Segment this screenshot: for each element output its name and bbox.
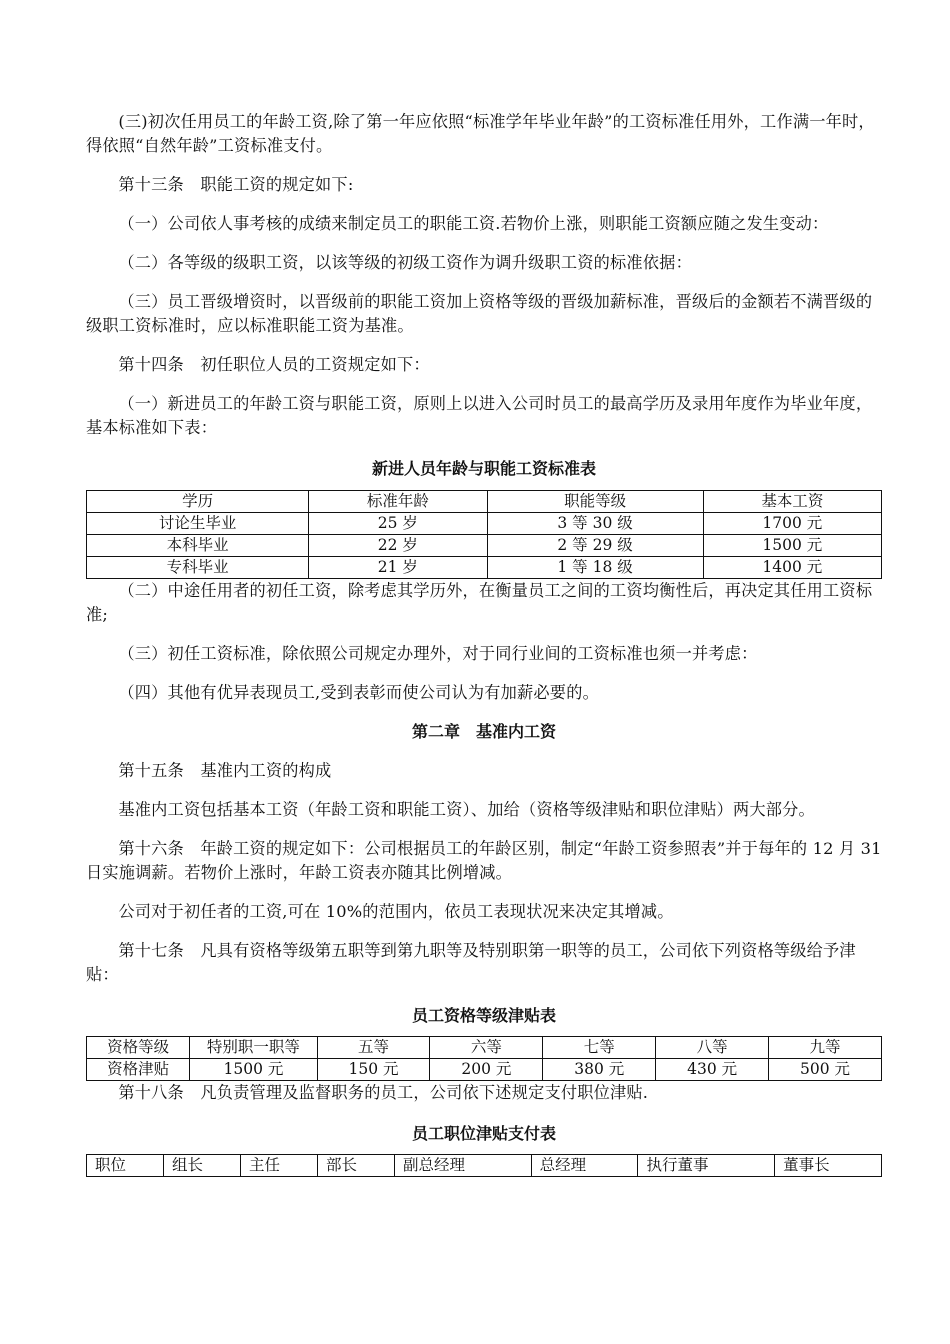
- table-header-row: [87, 1155, 882, 1177]
- table-cell: 1500 元: [703, 535, 881, 557]
- table-cell: 21 岁: [309, 557, 487, 579]
- table-header-cell: 九等: [769, 1037, 882, 1059]
- table-header-cell: 资格等级: [87, 1037, 190, 1059]
- starting-salary-table: [86, 490, 882, 579]
- table-title: 新进人员年龄与职能工资标准表: [371, 459, 596, 478]
- table-header-cell: 学历: [87, 491, 309, 513]
- table-header-cell: 职能等级: [487, 491, 703, 513]
- paragraph: 公司对于初任者的工资,可在 10%的范围内，依员工表现状况来决定其增减。: [118, 902, 674, 921]
- table-header-cell: 五等: [317, 1037, 430, 1059]
- article-15-heading: 第十五条 基准内工资的构成: [118, 761, 332, 780]
- table-cell: 讨论生毕业: [87, 513, 309, 535]
- qualification-allowance-table: [86, 1036, 882, 1081]
- paragraph: （一）新进员工的年龄工资与职能工资，原则上以进入公司时员工的最高学历及录用年度作为毕业年度，基本标准如下表：: [86, 394, 873, 437]
- table-row: [87, 513, 882, 535]
- paragraph: （三）初任工资标准，除依照公司规定办理外，对于同行业间的工资标准也须一并考虑：: [118, 644, 758, 663]
- table-title: 员工职位津贴支付表: [411, 1124, 556, 1143]
- article-13-heading: 第十三条 职能工资的规定如下:: [118, 175, 354, 194]
- table-cell: 150 元: [317, 1059, 430, 1081]
- paragraph: (三)初次任用员工的年龄工资,除了第一年应依照“标准学年毕业年龄”的工资标准任用外，工作满一年时，得依照“自然年龄”工资标准支付。: [86, 112, 875, 155]
- table-row: [87, 535, 882, 557]
- table-cell: 1400 元: [703, 557, 881, 579]
- table-header-row: [87, 1037, 882, 1059]
- table-cell: 1 等 18 级: [487, 557, 703, 579]
- paragraph: 第十七条 凡具有资格等级第五职等到第九职等及特别职第一职等的员工，公司依下列资格等级给予津贴：: [86, 941, 856, 984]
- table-cell: 22 岁: [309, 535, 487, 557]
- table-header-cell: 职位: [87, 1155, 164, 1177]
- table-cell: 1700 元: [703, 513, 881, 535]
- table-cell: 380 元: [543, 1059, 656, 1081]
- table-header-cell: 七等: [543, 1037, 656, 1059]
- paragraph: （四）其他有优异表现员工,受到表彰而使公司认为有加薪必要的。: [118, 683, 599, 702]
- table-header-cell: 八等: [656, 1037, 769, 1059]
- paragraph: 基准内工资包括基本工资（年龄工资和职能工资）、加给（资格等级津贴和职位津贴）两大部分。: [118, 800, 815, 819]
- table-header-cell: 执行董事: [638, 1155, 775, 1177]
- table-cell: 2 等 29 级: [487, 535, 703, 557]
- chapter-title: 第二章 基准内工资: [411, 722, 556, 741]
- table-cell: 3 等 30 级: [487, 513, 703, 535]
- table-header-cell: 组长: [164, 1155, 241, 1177]
- table-row: [87, 1059, 882, 1081]
- table-header-cell: 标准年龄: [309, 491, 487, 513]
- table-header-cell: 特别职一职等: [190, 1037, 317, 1059]
- paragraph: （二）各等级的级职工资，以该等级的初级工资作为调升级职工资的标准依据：: [118, 253, 692, 272]
- table-row: [87, 557, 882, 579]
- table-header-cell: 董事长: [775, 1155, 882, 1177]
- document-page: [86, 110, 882, 1177]
- table-cell: 本科毕业: [87, 535, 309, 557]
- article-14-heading: 第十四条 初任职位人员的工资规定如下：: [118, 355, 430, 374]
- table-cell: 500 元: [769, 1059, 882, 1081]
- table-header-cell: 六等: [430, 1037, 543, 1059]
- paragraph: （三）员工晋级增资时，以晋级前的职能工资加上资格等级的晋级加薪标准，晋级后的金额若不满晋级的级职工资标准时，应以标准职能工资为基准。: [86, 292, 873, 335]
- table-header-cell: 主任: [241, 1155, 318, 1177]
- table-header-row: [87, 491, 882, 513]
- table-cell: 200 元: [430, 1059, 543, 1081]
- table-cell: 25 岁: [309, 513, 487, 535]
- table-header-cell: 基本工资: [703, 491, 881, 513]
- article-18-heading: 第十八条 凡负责管理及监督职务的员工，公司依下述规定支付职位津贴.: [118, 1083, 649, 1102]
- paragraph: （一）公司依人事考核的成绩来制定员工的职能工资.若物价上涨，则职能工资额应随之发生变动：: [118, 214, 829, 233]
- table-title: 员工资格等级津贴表: [411, 1006, 556, 1025]
- table-cell: 专科毕业: [87, 557, 309, 579]
- table-cell: 1500 元: [190, 1059, 317, 1081]
- table-header-cell: 副总经理: [395, 1155, 532, 1177]
- paragraph: （二）中途任用者的初任工资，除考虑其学历外，在衡量员工之间的工资均衡性后，再决定其任用工资标准;: [86, 581, 873, 624]
- table-header-cell: 总经理: [531, 1155, 638, 1177]
- paragraph: 第十六条 年龄工资的规定如下：公司根据员工的年龄区别，制定“年龄工资参照表”并于每年的 12 月 31 日实施调薪。若物价上涨时，年龄工资表亦随其比例增减。: [86, 839, 882, 882]
- position-allowance-table: [86, 1154, 882, 1177]
- table-header-cell: 部长: [318, 1155, 395, 1177]
- table-cell: 430 元: [656, 1059, 769, 1081]
- table-cell: 资格津贴: [87, 1059, 190, 1081]
